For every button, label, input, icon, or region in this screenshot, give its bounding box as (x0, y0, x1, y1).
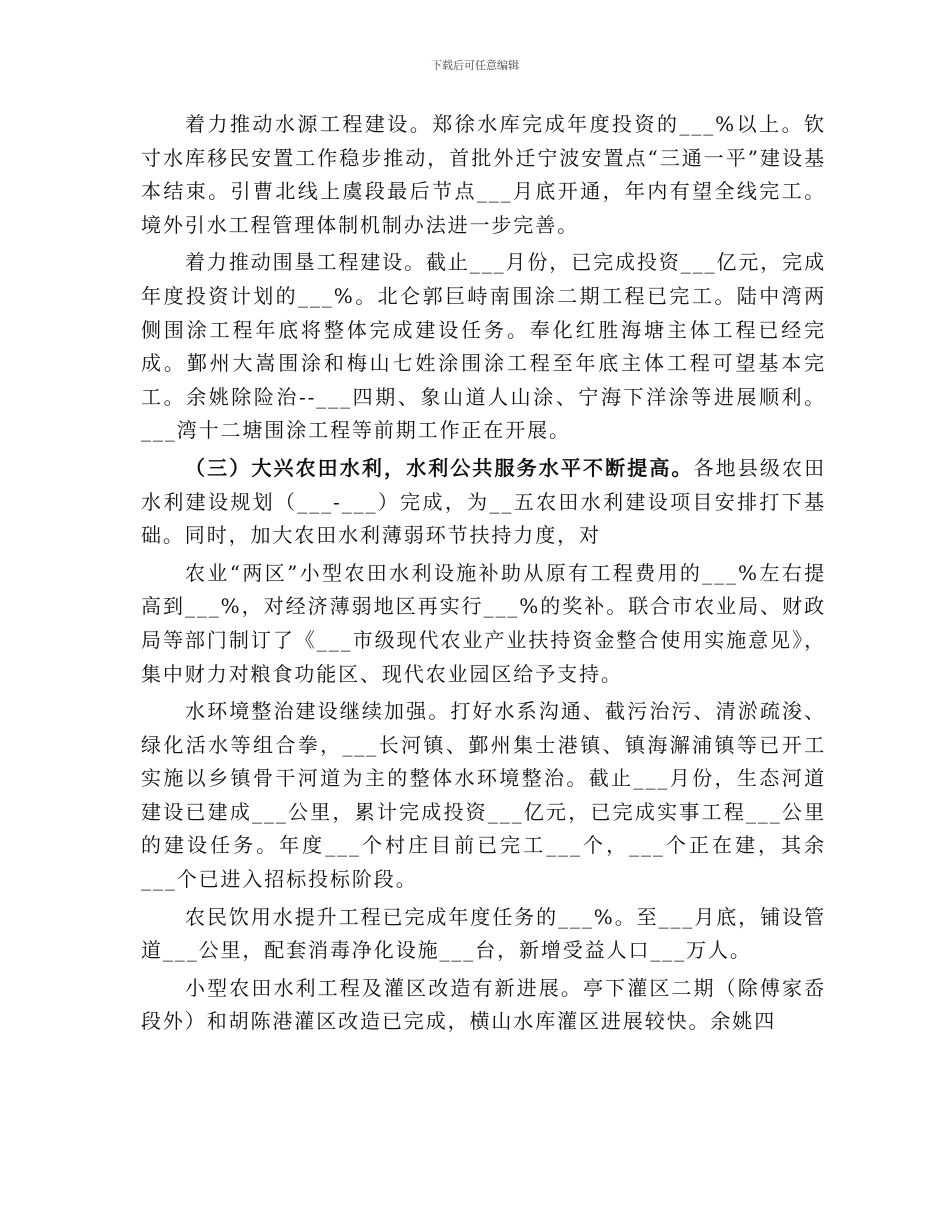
paragraph-irrigation: 小型农田水利工程及灌区改造有新进展。亭下灌区二期（除傅家岙段外）和胡陈港灌区改造已完成，横山水库灌区进展较快。余姚四 (141, 975, 826, 1034)
paragraph-subsidy: 农业“两区”小型农田水利设施补助从原有工程费用的___%左右提高到___%，对经济薄弱地区再实行___%的奖补。联合市农业局、财政局等部门制订了《___市级现代农业产业扶持资金整合使用实施意见》，集中财力对粮食功能区、现代农业园区给予支持。 (141, 560, 826, 686)
paragraph-water-source: 着力推动水源工程建设。郑徐水库完成年度投资的___%以上。钦寸水库移民安置工作稳步推动，首批外迁宁波安置点“三通一平”建设基本结束。引曹北线上虞段最后节点___月底开通，年内有望全线完工。境外引水工程管理体制机制办法进一步完善。 (141, 112, 826, 237)
paragraph-section-three (141, 452, 826, 553)
paragraph-section-three-text: 各地县级农田水利建设规划（___-___）完成，为__五农田水利建设项目安排打下基础。同时，加大农田水利薄弱环节扶持力度，对 (141, 455, 826, 548)
paragraph-reclamation: 着力推动围垦工程建设。截止___月份，已完成投资___亿元，完成年度投资计划的___%。北仑郭巨峙南围涂二期工程已完工。陆中湾两侧围涂工程年底将整体完成建设任务。奉化红胜海塘主体工程已经完成。鄞州大嵩围涂和梅山七姓涂围涂工程至年底主体工程可望基本完工。余姚除险治--___四期、象山道人山涂、宁海下洋涂等进展顺利。___湾十二塘围涂工程等前期工作正在开展。 (141, 250, 826, 443)
paragraph-drinking-water: 农民饮用水提升工程已完成年度任务的___%。至___月底，铺设管道___公里，配套消毒净化设施___台，新增受益人口___万人。 (141, 904, 826, 963)
page-header: 下载后可任意编辑 (431, 59, 519, 72)
document-body (141, 108, 826, 1043)
paragraph-water-environment: 水环境整治建设继续加强。打好水系沟通、截污治污、清淤疏浚、绿化活水等组合拳，___长河镇、鄞州集士港镇、镇海澥浦镇等已开工实施以乡镇骨干河道为主的整体水环境整治。截止___月份，生态河道建设已建成___公里，累计完成投资___亿元，已完成实事工程___公里的建设任务。年度___个村庄目前已完工___个，___个正在建，其余___个已进入招标投标阶段。 (141, 699, 826, 892)
section-heading: （三）大兴农田水利，水利公共服务水平不断提高。 (185, 455, 694, 480)
